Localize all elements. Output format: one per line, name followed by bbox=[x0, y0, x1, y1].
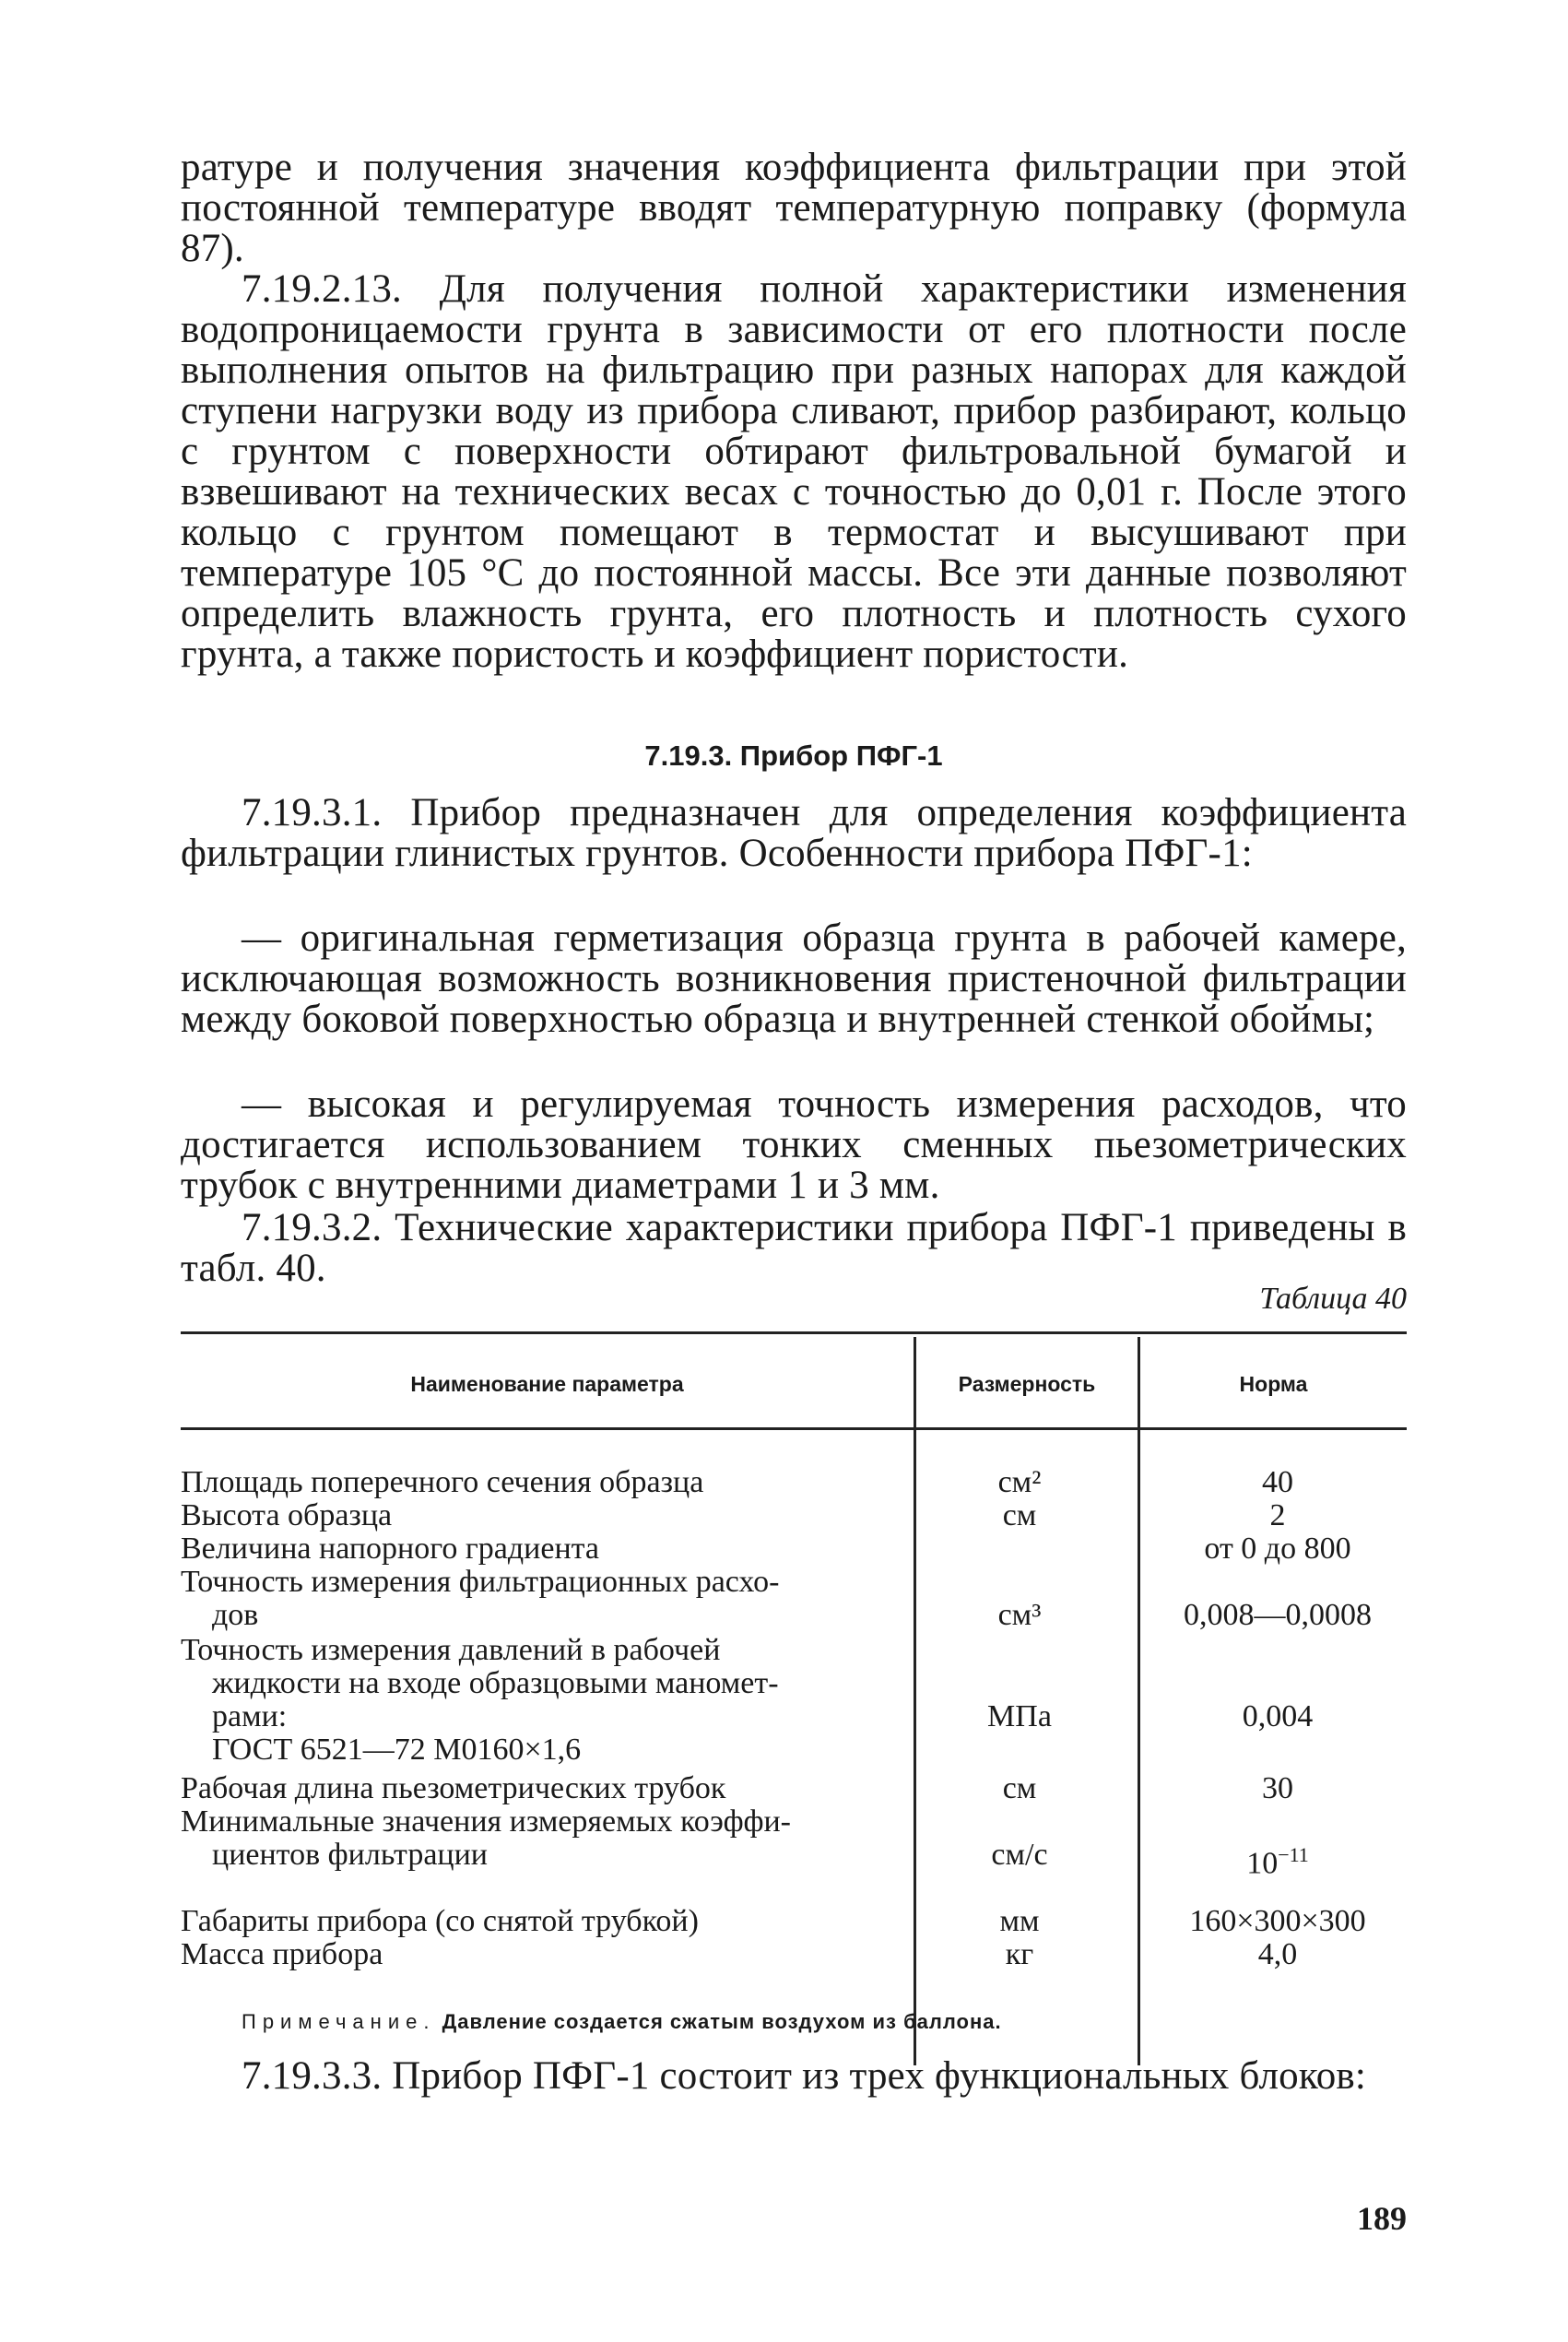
row-1-name: Площадь поперечного сечения образца bbox=[181, 1465, 704, 1499]
paragraph-7-19-2-13: 7.19.2.13. Для получения полной характеристики изменения водопроницаемости грунта в зависимости от его плотности после выполнения опытов на фильтрацию при разных напорах для каждой ступени нагрузки воду из прибора сливают, прибор разбирают, кольцо с грунтом с поверхности обтирают фильтровальной бумагой и взвешивают на технических весах с точностью до 0,01 г. После этого кольцо с грунтом помещают в термостат и высушивают при температуре 105 °C до постоянной массы. Все эти данные позволяют определить влажность грунта, его плотность и плотность сухого грунта, а также пористость и коэффициент пористости. bbox=[181, 267, 1407, 676]
row-2-name: Высота образца bbox=[181, 1498, 393, 1532]
row-5-unit: МПа bbox=[987, 1699, 1052, 1733]
row-8-norm: 160×300×300 bbox=[1189, 1904, 1366, 1938]
row-6-unit: см bbox=[1002, 1771, 1037, 1805]
paragraph-feature-1: — оригинальная герметизация образца грунта в рабочей камере, исключающая возможность возникновения пристеночной фильтрации между боковой поверхностью образца и внутренней стенкой обоймы; bbox=[181, 917, 1407, 1041]
paragraph-7-19-3-2: 7.19.3.2. Технические характеристики прибора ПФГ-1 приведены в табл. 40. bbox=[181, 1206, 1407, 1290]
row-8-unit: мм bbox=[999, 1904, 1040, 1938]
paragraph-feature-2: — высокая и регулируемая точность измерения расходов, что достигается использованием тонких сменных пьезометрических трубок с внутренними диаметрами 1 и 3 мм. bbox=[181, 1082, 1407, 1207]
row-1-unit: см² bbox=[997, 1465, 1042, 1499]
row-2-norm: 2 bbox=[1269, 1498, 1286, 1532]
row-5-name-line-2: жидкости на входе образцовыми маномет- bbox=[212, 1666, 779, 1700]
row-4-name-line-2: дов bbox=[212, 1598, 259, 1632]
section-heading: 7.19.3. Прибор ПФГ-1 bbox=[644, 739, 943, 772]
row-7-name-line-1: Минимальные значения измеряемых коэффи- bbox=[181, 1804, 791, 1839]
note-label: Примечание. bbox=[242, 2010, 436, 2033]
row-4-unit: см³ bbox=[997, 1598, 1042, 1632]
row-4-name bbox=[181, 1566, 914, 1632]
row-7-norm-exponent: −11 bbox=[1278, 1843, 1309, 1866]
paragraph-7-19-3-3: 7.19.3.3. Прибор ПФГ-1 состоит из трех функциональных блоков: bbox=[242, 2054, 1367, 2098]
table-caption: Таблица 40 bbox=[1259, 1282, 1407, 1316]
row-6-norm: 30 bbox=[1262, 1771, 1293, 1805]
row-7-norm-base: 10 bbox=[1246, 1846, 1279, 1881]
table-header-rule bbox=[181, 1427, 1407, 1430]
row-4-name-line-1: Точность измерения фильтрационных расхо- bbox=[181, 1565, 780, 1599]
row-9-unit: кг bbox=[1005, 1937, 1034, 1971]
paragraph-continuation: ратуре и получения значения коэффициента фильтрации при этой постоянной температуре вводят температурную поправку (формула 87). bbox=[181, 146, 1407, 270]
header-parameter: Наименование параметра bbox=[410, 1372, 684, 1396]
table-top-rule bbox=[181, 1331, 1407, 1334]
row-7-norm bbox=[1139, 1839, 1416, 1880]
page-number: 189 bbox=[1357, 2200, 1407, 2237]
paragraph-7-19-3-1: 7.19.3.1. Прибор предназначен для определения коэффициента фильтрации глинистых грунтов. Особенности прибора ПФГ-1: bbox=[181, 791, 1407, 875]
row-6-name: Рабочая длина пьезометрических трубок bbox=[181, 1771, 726, 1805]
row-9-norm: 4,0 bbox=[1257, 1937, 1298, 1971]
row-5-name bbox=[181, 1634, 914, 1767]
row-1-norm: 40 bbox=[1262, 1465, 1293, 1499]
row-7-name-line-2: циентов фильтрации bbox=[212, 1838, 488, 1872]
table-note bbox=[242, 2010, 1002, 2034]
table-divider-1 bbox=[914, 1337, 916, 2065]
row-7-unit: см/с bbox=[991, 1838, 1048, 1872]
row-8-name: Габариты прибора (со снятой трубкой) bbox=[181, 1904, 699, 1938]
row-3-name: Величина напорного градиента bbox=[181, 1532, 600, 1566]
row-5-norm: 0,004 bbox=[1242, 1699, 1314, 1733]
row-7-name bbox=[181, 1805, 914, 1872]
row-4-norm: 0,008—0,0008 bbox=[1184, 1598, 1372, 1632]
row-5-name-line-4: ГОСТ 6521—72 М0160×1,6 bbox=[212, 1733, 582, 1767]
note-text: Давление создается сжатым воздухом из баллона. bbox=[442, 2010, 1002, 2033]
row-5-name-line-3: рами: bbox=[212, 1699, 288, 1733]
row-3-norm: от 0 до 800 bbox=[1204, 1532, 1351, 1566]
header-norm: Норма bbox=[1239, 1372, 1308, 1396]
header-unit: Размерность bbox=[958, 1372, 1096, 1396]
row-2-unit: см bbox=[1002, 1498, 1037, 1532]
table-40 bbox=[181, 1282, 1407, 2167]
row-5-name-line-1: Точность измерения давлений в рабочей bbox=[181, 1633, 721, 1667]
row-9-name: Масса прибора bbox=[181, 1937, 383, 1971]
